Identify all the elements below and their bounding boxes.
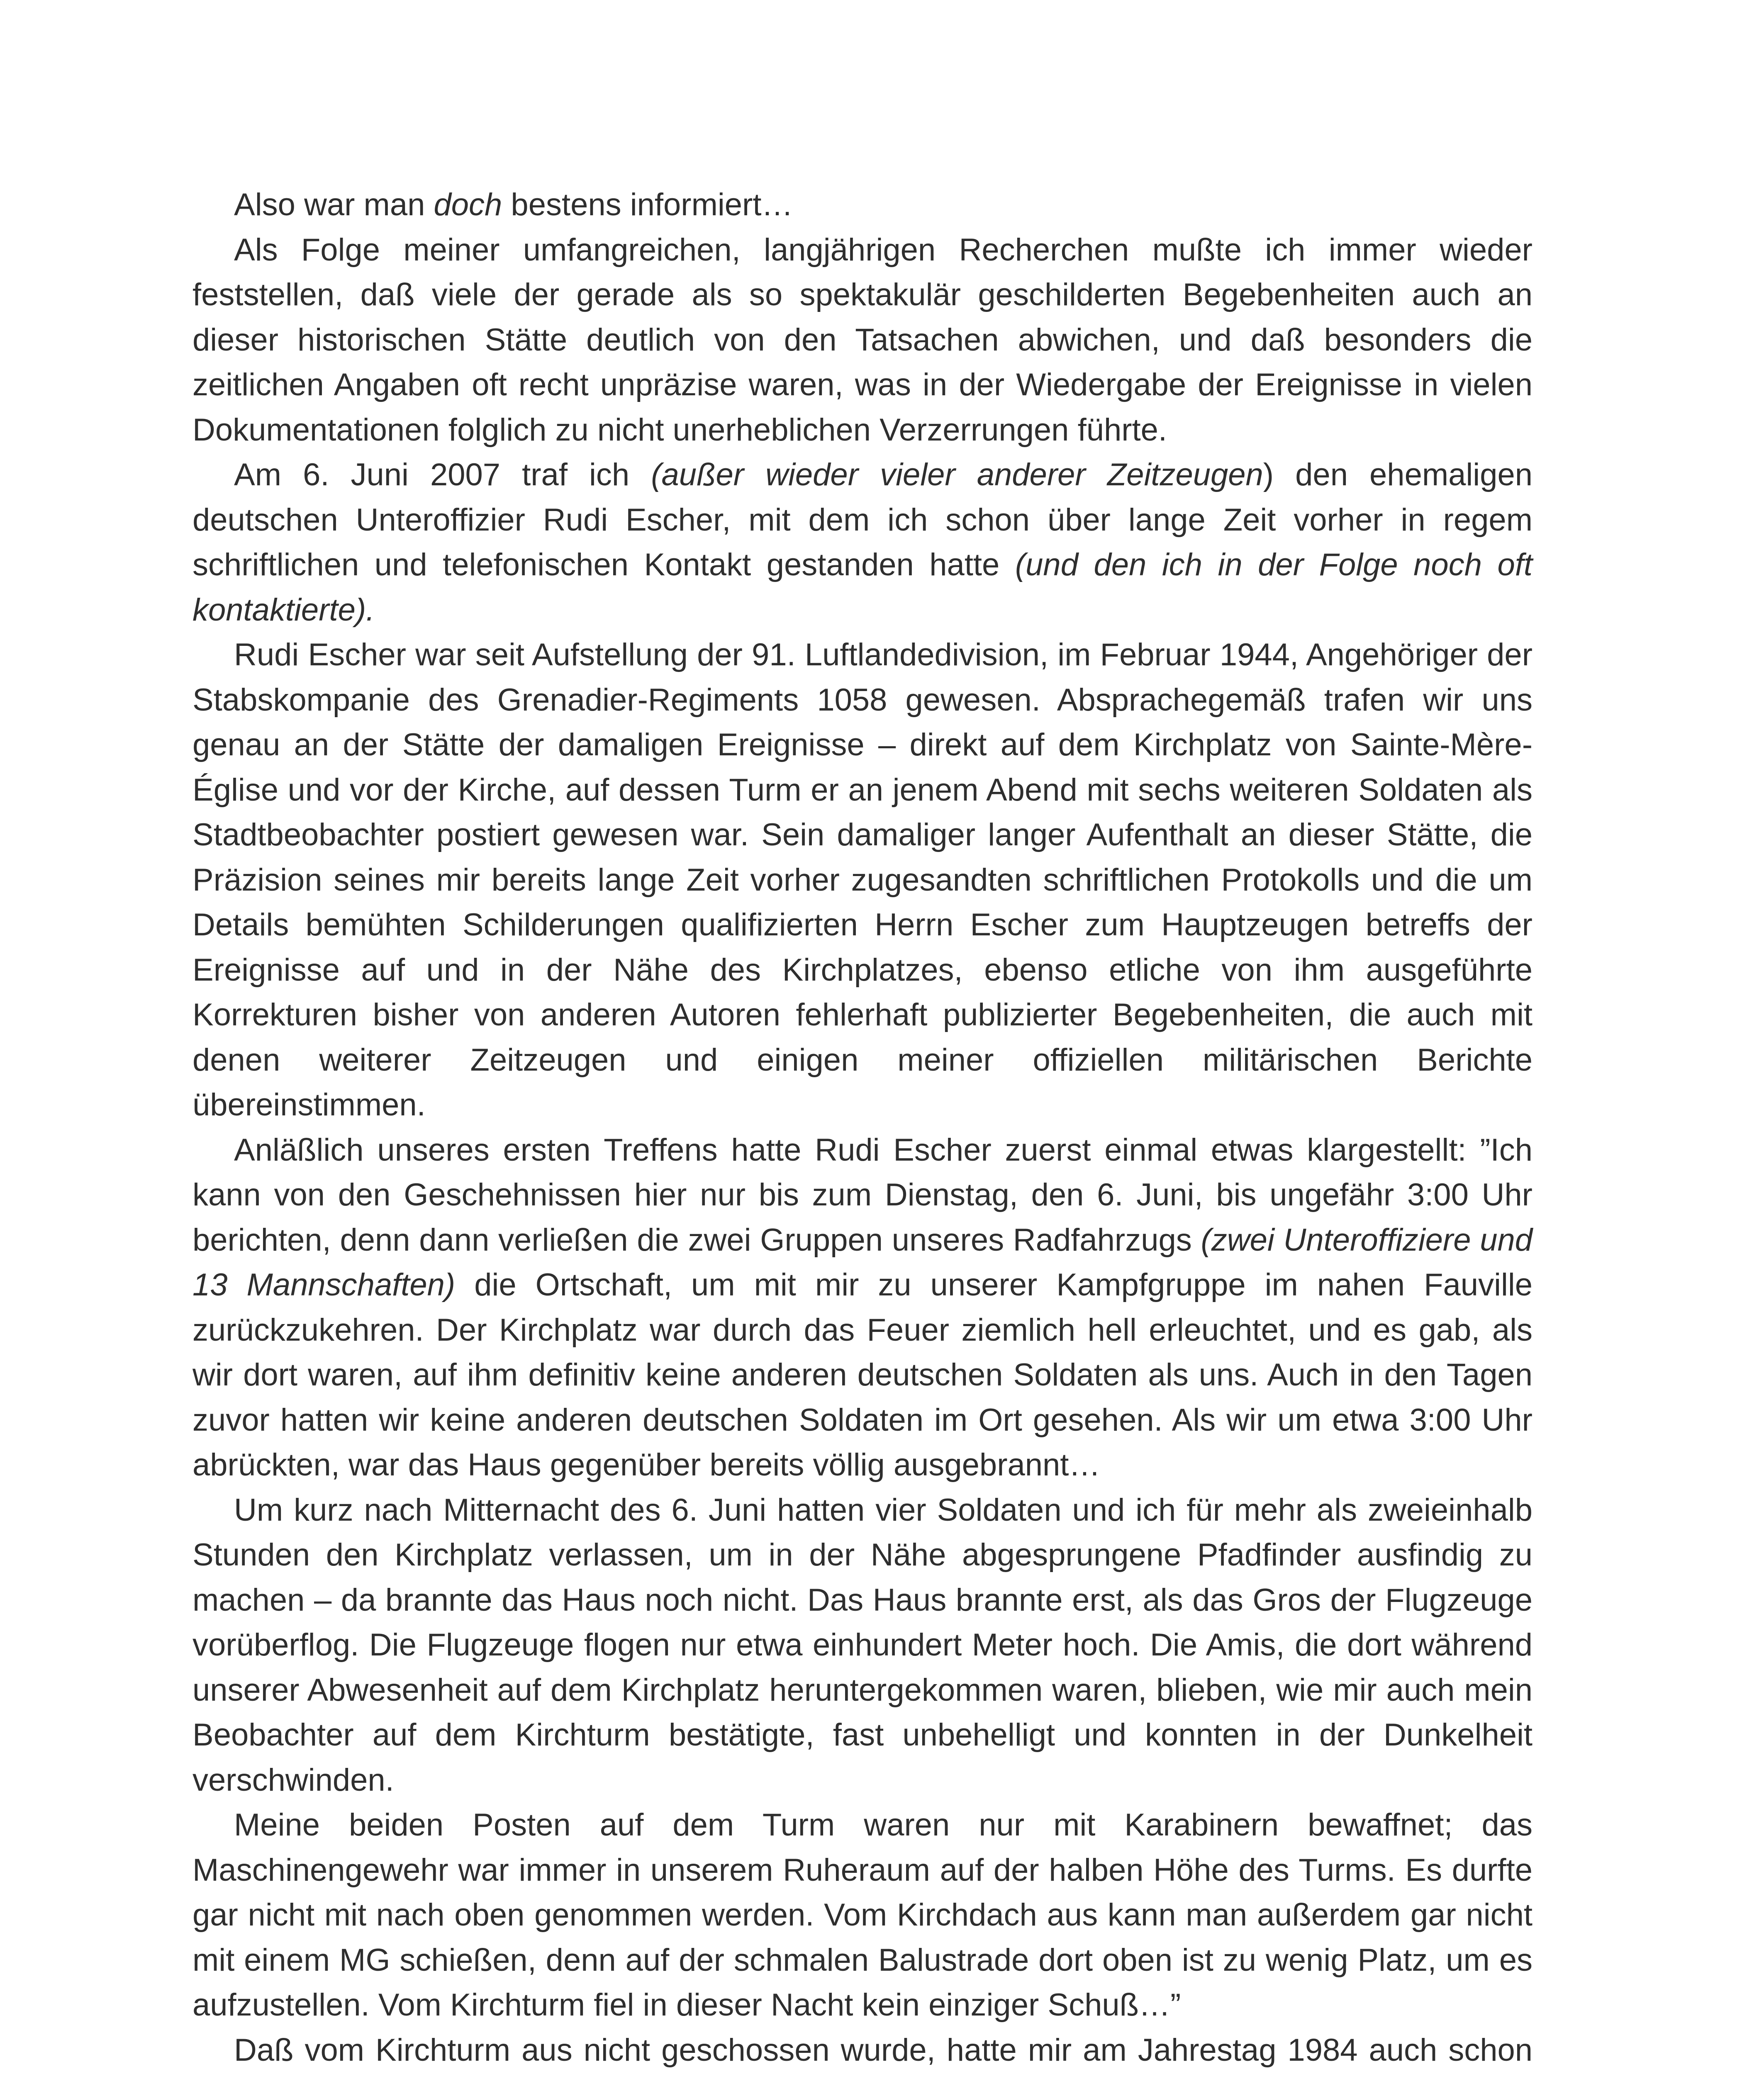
paragraph-4: Rudi Escher war seit Aufstellung der 91. Luftlandedivision, im Februar 1944, Angehöriger der Stabskompanie des Grenadier-Regiments 1058 gewesen. Absprachegemäß trafen wir uns genau an der Stätte der damaligen Ereignisse – direkt auf dem Kirchplatz von Sainte-Mère-Église und vor der Kirche, auf dessen Turm er an jenem Abend mit sechs weiteren Soldaten als Stadtbeobachter postiert gewesen war. Sein damaliger langer Aufenthalt an dieser Stätte, die Präzision seines mir bereits lange Zeit vorher zugesandten schriftlichen Protokolls und die um Details bemühten Schilderungen qualifizierten Herrn Escher zum Hauptzeugen betreffs der Ereignisse auf und in der Nähe des Kirchplatzes, ebenso etliche von ihm ausgeführte Korrekturen bisher von anderen Autoren fehlerhaft publizierter Begebenheiten, die auch mit denen weiterer Zeitzeugen und einigen meiner offiziellen militärischen Berichte übereinstimmen. [192, 637, 1533, 1122]
paragraph-5: Anläßlich unseres ersten Treffens hatte Rudi Escher zuerst einmal etwas klargestellt: ”Ich kann von den Geschehnissen hier nur bis zum Dienstag, den 6. Juni, bis ungefähr 3:00 Uhr berichten, denn dann verließen die zwei Gruppen unseres Radfahrzugs (zwei Unteroffiziere und 13 Mannschaften) die Ortschaft, um mit mir zu unserer Kampfgruppe im nahen Fauville zurückzukehren. Der Kirchplatz war durch das Feuer ziemlich hell erleuchtet, und es gab, als wir dort waren, auf ihm definitiv keine anderen deutschen Soldaten als uns. Auch in den Tagen zuvor hatten wir keine anderen deutschen Soldaten im Ort gesehen. Als wir um etwa 3:00 Uhr abrückten, war das Haus gegenüber bereits völlig ausgebrannt… [192, 1132, 1533, 1482]
paragraph-2: Als Folge meiner umfangreichen, langjährigen Recherchen mußte ich immer wieder feststellen, daß viele der gerade als so spektakulär geschilderten Begebenheiten auch an dieser historischen Stätte deutlich von den Tatsachen abwichen, und daß besonders die zeitlichen Angaben oft recht unpräzise waren, was in der Wiedergabe der Ereignisse in vielen Dokumentationen folglich zu nicht unerheblichen Verzerrungen führte. [192, 232, 1533, 448]
paragraph-1: Also war man doch bestens informiert… [234, 187, 793, 222]
paragraph-8: Daß vom Kirchturm aus nicht geschossen wurde, hatte mir am Jahrestag 1984 auch schon [234, 2032, 1533, 2068]
paragraph-6: Um kurz nach Mitternacht des 6. Juni hatten vier Soldaten und ich für mehr als zweieinhalb Stunden den Kirchplatz verlassen, um in der Nähe abgesprungene Pfadfinder ausfindig zu machen – da brannte das Haus noch nicht. Das Haus brannte erst, als das Gros der Flugzeuge vorüberflog. Die Flugzeuge flogen nur etwa einhundert Meter hoch. Die Amis, die dort während unserer Abwesenheit auf dem Kirchplatz heruntergekommen waren, blieben, wie mir auch mein Beobachter auf dem Kirchturm bestätigte, fast unbehelligt und konnten in der Dunkelheit verschwinden. [192, 1492, 1533, 1798]
body-text [192, 183, 1533, 2074]
paragraph-3: Am 6. Juni 2007 traf ich (außer wieder vieler anderer Zeitzeugen) den ehemaligen deutschen Unteroffizier Rudi Escher, mit dem ich schon über lange Zeit vorher in regem schriftlichen und telefonischen Kontakt gestanden hatte (und den ich in der Folge noch oft kontaktierte). [192, 457, 1533, 628]
paragraph-7: Meine beiden Posten auf dem Turm waren nur mit Karabinern bewaffnet; das Maschinengewehr war immer in unserem Ruheraum auf der halben Höhe des Turms. Es durfte gar nicht mit nach oben genommen werden. Vom Kirchdach aus kann man außerdem gar nicht mit einem MG schießen, denn auf der schmalen Balustrade dort oben ist zu wenig Platz, um es aufzustellen. Vom Kirchturm fiel in dieser Nacht kein einziger Schuß…” [192, 1807, 1533, 2023]
